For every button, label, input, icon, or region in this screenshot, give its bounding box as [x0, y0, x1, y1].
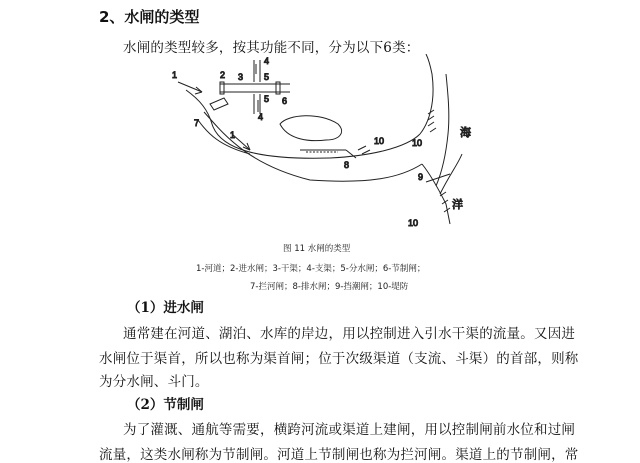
river-bank [186, 90, 423, 158]
section-title: 2、水闸的类型 [99, 8, 200, 26]
label-4: 4 [264, 56, 270, 66]
figure-caption-title: 图 11 水闸的类型 [283, 244, 351, 254]
label-7: 7 [194, 118, 200, 128]
label-6: 6 [282, 96, 288, 106]
label-sea: 海 [460, 126, 471, 139]
label-ocean: 洋 [452, 198, 463, 211]
label-1b: 1 [230, 130, 236, 140]
label-1: 1 [172, 70, 178, 80]
figure-caption-line1: 1-河道；2-进水闸；3-干渠；4-支渠；5-分水闸；6-节制闸； [196, 264, 426, 274]
sluice-types-diagram [150, 54, 490, 234]
paragraph-line: 通常建在河道、湖泊、水库的岸边，用以控制进入引水干渠的流量。又因进 [123, 326, 576, 342]
subheading-check-gate: （2）节制闸 [127, 397, 204, 413]
river-bank [204, 112, 422, 181]
label-5: 5 [264, 72, 270, 82]
label-5b: 5 [264, 94, 270, 104]
estuary-bank [436, 74, 449, 186]
label-10b: 10 [412, 138, 423, 148]
intro-text: 水闸的类型较多，按其功能不同，分为以下6类： [123, 40, 420, 56]
label-10c: 10 [408, 218, 419, 228]
lake [280, 116, 342, 141]
subheading-intake-gate: （1）进水闸 [127, 300, 204, 316]
paragraph-line: 水闸位于渠首，所以也称为渠首闸；位于次级渠道（支流、斗渠）的首部，则称 [99, 351, 579, 367]
estuary-bank [440, 154, 462, 194]
estuary-bank [420, 54, 433, 134]
estuary-bank [422, 164, 450, 224]
paragraph-line: 流量，这类水闸称为节制闸。河道上节制闸也称为拦河闸。渠道上的节制闸，常 [99, 447, 579, 463]
label-10: 10 [374, 136, 385, 146]
paragraph-line: 为分水闸、斗门。 [99, 374, 209, 390]
label-2: 2 [220, 70, 226, 80]
figure-caption-line2: 7-拦河闸；8-排水闸；9-挡潮闸；10-堤防 [250, 282, 409, 292]
label-8: 8 [344, 160, 350, 170]
label-3: 3 [238, 72, 244, 82]
flow-arrow-icon [178, 82, 202, 94]
barrage-gate [210, 98, 228, 110]
label-4b: 4 [258, 112, 264, 122]
paragraph-line: 为了灌溉、通航等需要，横跨河流或渠道上建闸，用以控制闸前水位和过闸 [123, 422, 576, 438]
label-9: 9 [418, 172, 424, 182]
